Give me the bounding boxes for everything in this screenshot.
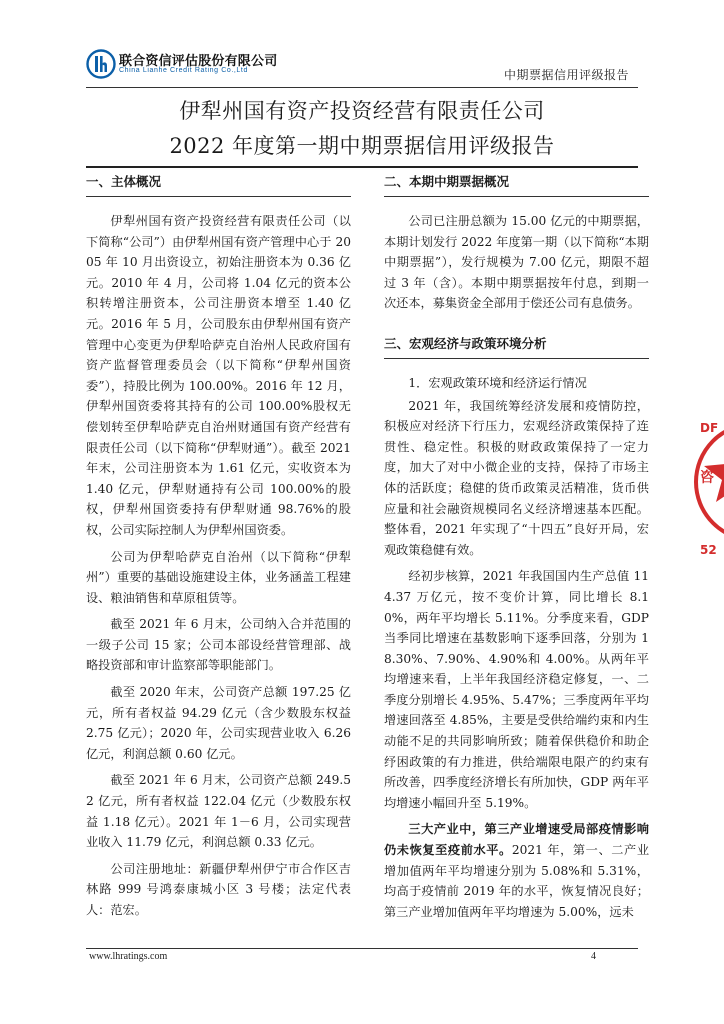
paragraph: 公司注册地址：新疆伊犁州伊宁市合作区吉林路 999 号鸿泰康城小区 3 号楼；法定代表人：范宏。	[86, 861, 351, 917]
right-column	[384, 172, 649, 922]
paragraph: 2021 年，我国统筹经济发展和疫情防控，积极应对经济下行压力，宏观经济政策保持了连贯性、稳定性。积极的财政政策保持了一定力度，加大了对中小微企业的支持，保持了市场主体的活跃度；稳健的货币政策灵活精准，货币供应量和社会融资规模同名义经济增速基本匹配。整体看，2021 年实现了“十四五”良好开局，宏观政策稳健有效。	[384, 398, 649, 557]
seal-text-top: DF	[700, 421, 719, 435]
section-heading-entity-overview: 一、主体概况	[86, 172, 351, 197]
paragraph: 伊犁州国有资产投资经营有限责任公司（以下简称“公司”）由伊犁州国有资产管理中心于 2005 年 10 月出资设立，初始注册资本为 0.36 亿元。2010 年 4 月，公司将 1.04 亿元的资本公积转增注册资本，公司注册资本增至 1.40 亿元。2016 年 5 月，公司股东由伊犁州国有资产管理中心变更为伊犁哈萨克自治州人民政府国有资产监督管理委员会（以下简称“伊犁州国资委”），持股比例为 100.00%。2016 年 12 月，伊犁州国资委将其持有的公司 100.00%股权无偿划转至伊犁哈萨克自治州财通国有资产经营有限责任公司（以下简称“伊犁财通”）。截至 2021 年末，公司注册资本为 1.61 亿元，实收资本为 1.40 亿元，伊犁财通持有公司 100.00%的股权，伊犁州国资委持有伊犁财通 98.76%的股权，公司实际控制人为伊犁州国资委。	[86, 214, 351, 537]
paragraph: 截至 2021 年 6 月末，公司纳入合并范围的一级子公司 15 家；公司本部设经营管理部、战略投资部和审计监察部等职能部门。	[86, 617, 351, 673]
paragraph	[384, 819, 649, 922]
company-name-cn: 联合资信评估股份有限公司	[119, 54, 278, 69]
paragraph: 公司已注册总额为 15.00 亿元的中期票据，本期计划发行 2022 年度第一期（以下简称“本期中期票据”），发行规模为 7.00 亿元，期限不超过 3 年（含）。本期中期票据按年付息，到期一次还本，募集资金全部用于偿还公司有息债务。	[384, 214, 649, 311]
paragraph-lead-bold: 三大产业中，第三产业增速受局部疫情影响仍未恢复至疫前水平。	[384, 822, 649, 858]
paragraph: 公司为伊犁哈萨克自治州（以下简称“伊犁州”）重要的基础设施建设主体，业务涵盖工程建设、粮油销售和草原租赁等。	[86, 549, 351, 605]
paragraph-rest: 2021 年，第一、二产业增加值两年平均增速分别为 5.08%和 5.31%，均高于疫情前 2019 年的水平，恢复情况良好；第三产业增加值两年平均增速为 5.00%，远未	[384, 843, 650, 919]
title-divider	[86, 166, 638, 168]
page-number: 4	[591, 951, 596, 962]
footer-divider	[86, 948, 638, 949]
document-type: 中期票据信用评级报告	[503, 68, 629, 82]
section-heading-macro-environment: 三、宏观经济与政策环境分析	[384, 334, 649, 359]
header-divider	[86, 87, 638, 88]
company-name-en: China Lianhe Credit Rating Co.,Ltd	[119, 67, 248, 74]
report-title-line1: 伊犁州国有资产投资经营有限责任公司	[179, 99, 545, 123]
paragraph: 经初步核算，2021 年我国国内生产总值 114.37 万亿元，按不变价计算，同比增长 8.10%，两年平均增长 5.11%。分季度来看，GDP 当季同比增速在基数影响下逐季回落，分别为 18.30%、7.90%、4.90%和 4.00%。从两年平均增速来看，上半年我国经济稳定修复，一、二季度分别增长 4.95%、5.47%；三季度两年平均增速回落至 4.85%，主要是受供给端约束和内生动能不足的共同影响所致；随着保供稳价和助企纾困政策的有力推进，供给端限电限产的约束有所改善，四季度经济增长有所加快，GDP 两年平均增速小幅回升至 5.19%。	[384, 569, 649, 810]
report-title-line2: 2022 年度第一期中期票据信用评级报告	[169, 134, 555, 158]
section-heading-notes-overview: 二、本期中期票据概况	[384, 172, 649, 197]
seal-stamp-icon	[694, 402, 724, 562]
footer-url: www.lhratings.com	[89, 951, 168, 962]
subsection-heading: 1．宏观政策环境和经济运行情况	[408, 375, 587, 390]
left-column	[86, 172, 351, 921]
seal-text-bottom: 52	[700, 543, 717, 557]
paragraph: 截至 2021 年 6 月末，公司资产总额 249.52 亿元，所有者权益 122.04 亿元（少数股东权益 1.18 亿元）。2021 年 1－6 月，公司实现营业收入 11.79 亿元，利润总额 0.33 亿元。	[86, 773, 351, 850]
company-logo-icon	[86, 49, 116, 79]
seal-text-mid: 咨	[700, 470, 714, 486]
paragraph: 截至 2020 年末，公司资产总额 197.25 亿元，所有者权益 94.29 亿元（含少数股东权益 2.75 亿元）；2020 年，公司实现营业收入 6.26 亿元，利润总额 0.60 亿元。	[86, 685, 351, 761]
